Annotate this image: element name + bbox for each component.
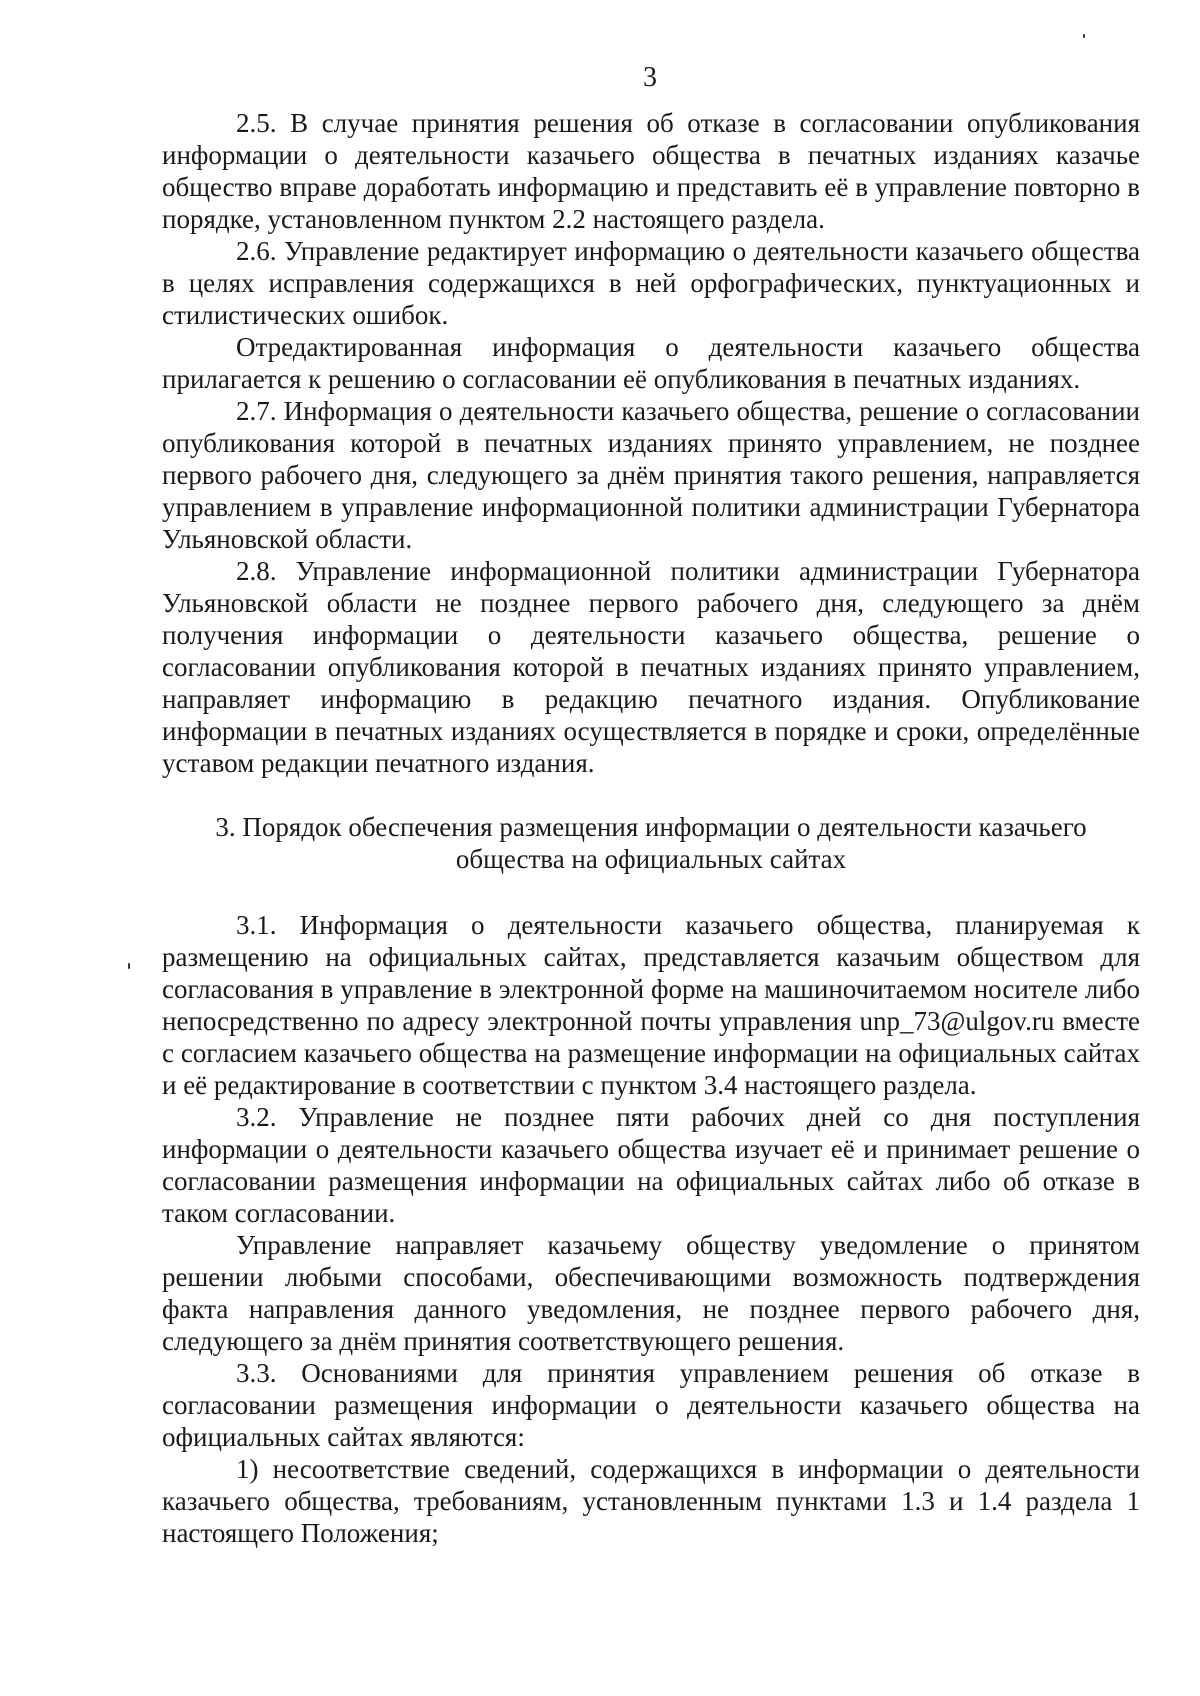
paragraph-3-3: 3.3. Основаниями для принятия управлением решения об отказе в согласовании размещения информации о деятельности казачьего общества на официальных сайтах являются: (162, 1358, 1140, 1452)
scan-speck (1083, 34, 1085, 38)
paragraph-3-3-item-1: 1) несоответствие сведений, содержащихся в информации о деятельности казачьего общества, требованиям, установленным пунктами 1.3 и 1.4 раздела 1 настоящего Положения; (162, 1454, 1140, 1548)
paragraph-2-6: 2.6. Управление редактирует информацию о деятельности казачьего общества в целях исправления содержащихся в ней орфографических, пунктуационных и стилистических ошибок. (162, 236, 1140, 330)
paragraph-3-2-notice: Управление направляет казачьему обществу уведомление о принятом решении любыми способами, обеспечивающими возможность подтверждения факта направления данного уведомления, не позднее первого рабочего дня, следующего за днём принятия соответствующего решения. (162, 1230, 1140, 1356)
section-3-heading (162, 811, 1140, 875)
page-number: 3 (643, 62, 657, 93)
section-3-heading-line-1: 3. Порядок обеспечения размещения информации о деятельности казачьего (215, 812, 1087, 842)
paragraph-3-1: 3.1. Информация о деятельности казачьего общества, планируемая к размещению на официальных сайтах, представляется казачьим обществом для согласования в управление в электронной форме на машиночитаемом носителе либо непосредственно по адресу электронной почты управления unp_73@ulgov.ru вместе с согласием казачьего общества на размещение информации на официальных сайтах и её редактирование в соответствии с пунктом 3.4 настоящего раздела. (162, 910, 1140, 1100)
paragraph-2-7: 2.7. Информация о деятельности казачьего общества, решение о согласовании опубликования которой в печатных изданиях принято управлением, не позднее первого рабочего дня, следующего за днём принятия такого решения, направляется управлением в управление информационной политики администрации Губернатора Ульяновской области. (162, 396, 1140, 554)
section-3-heading-line-2: общества на официальных сайтах (455, 844, 847, 874)
paragraph-2-6-edited: Отредактированная информация о деятельности казачьего общества прилагается к решению о согласовании её опубликования в печатных изданиях. (162, 332, 1140, 394)
paragraph-2-5: 2.5. В случае принятия решения об отказе в согласовании опубликования информации о деятельности казачьего общества в печатных изданиях казачье общество вправе доработать информацию и представить её в управление повторно в порядке, установленном пунктом 2.2 настоящего раздела. (162, 108, 1140, 234)
scan-speck (128, 963, 130, 969)
paragraph-3-2: 3.2. Управление не позднее пяти рабочих дней со дня поступления информации о деятельности казачьего общества изучает её и принимает решение о согласовании размещения информации на официальных сайтах либо об отказе в таком согласовании. (162, 1102, 1140, 1228)
paragraph-2-8: 2.8. Управление информационной политики администрации Губернатора Ульяновской области не позднее первого рабочего дня, следующего за днём получения информации о деятельности казачьего общества, решение о согласовании опубликования которой в печатных изданиях принято управлением, направляет информацию в редакцию печатного издания. Опубликование информации в печатных изданиях осуществляется в порядке и сроки, определённые уставом редакции печатного издания. (162, 556, 1140, 778)
document-body (162, 107, 1140, 1549)
